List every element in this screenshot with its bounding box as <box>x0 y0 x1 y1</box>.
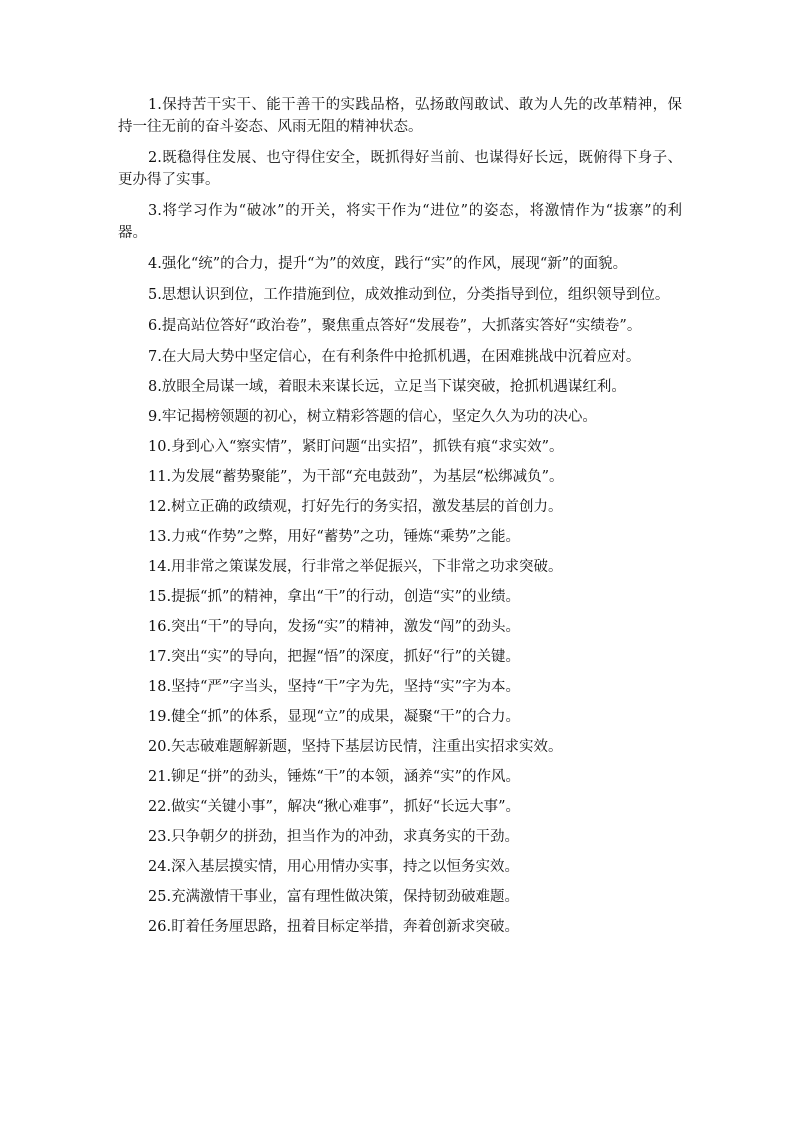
item-text: 做实“关键小事”，解决“揪心难事”，抓好“长远大事”。 <box>171 799 521 815</box>
item-number: 21. <box>148 769 172 785</box>
list-item <box>118 315 682 337</box>
list-item <box>118 406 682 428</box>
item-number: 14. <box>148 559 172 575</box>
item-text: 身到心入“察实情”，紧盯问题“出实招”，抓铁有痕“求实效”。 <box>171 439 564 455</box>
list-item <box>118 147 682 191</box>
list-item <box>118 736 682 758</box>
item-number: 17. <box>148 649 172 665</box>
item-number: 15. <box>148 589 172 605</box>
item-text: 牢记揭榜领题的初心，树立精彩答题的信心，坚定久久为功的决心。 <box>161 409 597 425</box>
item-text: 深入基层摸实情，用心用情办实事，持之以恒务实效。 <box>171 859 520 875</box>
item-number: 22. <box>148 799 172 815</box>
item-number: 20. <box>148 739 172 755</box>
item-text: 提振“抓”的精神，拿出“干”的行动，创造“实”的业绩。 <box>171 589 521 605</box>
item-number: 8. <box>148 379 162 395</box>
item-text: 矢志破难题解新题，坚持下基层访民情，注重出实招求实效。 <box>171 739 563 755</box>
item-number: 3. <box>148 203 162 219</box>
list-item <box>118 200 682 244</box>
item-number: 16. <box>148 619 172 635</box>
list-item <box>118 346 682 368</box>
item-number: 9. <box>148 409 162 425</box>
item-number: 26. <box>148 919 172 935</box>
item-text: 为发展“蓄势聚能”，为干部“充电鼓劲”，为基层“松绑减负”。 <box>171 469 564 485</box>
item-number: 1. <box>148 97 162 113</box>
list-item <box>118 796 682 818</box>
item-text: 健全“抓”的体系，显现“立”的成果，凝聚“干”的合力。 <box>171 709 521 725</box>
list-item <box>118 284 682 306</box>
list-item <box>118 706 682 728</box>
list-item <box>118 496 682 518</box>
list-item <box>118 826 682 848</box>
item-text: 突出“干”的导向，发扬“实”的精神，激发“闯”的劲头。 <box>171 619 521 635</box>
list-item <box>118 253 682 275</box>
list-item <box>118 676 682 698</box>
item-number: 25. <box>148 889 172 905</box>
list-item <box>118 436 682 458</box>
item-number: 24. <box>148 859 172 875</box>
document-body <box>118 94 682 946</box>
item-number: 6. <box>148 318 162 334</box>
item-text: 坚持“严”字当头，坚持“干”字为先，坚持“实”字为本。 <box>171 679 521 695</box>
item-number: 18. <box>148 679 172 695</box>
item-text: 思想认识到位，工作措施到位，成效推动到位，分类指导到位，组织领导到位。 <box>161 287 670 303</box>
list-item <box>118 526 682 548</box>
item-text: 用非常之策谋发展，行非常之举促振兴，下非常之功求突破。 <box>171 559 563 575</box>
item-text: 充满激情干事业，富有理性做决策，保持韧劲破难题。 <box>171 889 520 905</box>
item-number: 10. <box>148 439 172 455</box>
item-number: 12. <box>148 499 172 515</box>
list-item <box>118 646 682 668</box>
list-item <box>118 94 682 138</box>
item-text: 突出“实”的导向，把握“悟”的深度，抓好“行”的关键。 <box>171 649 521 665</box>
list-item <box>118 856 682 878</box>
item-text: 保持苦干实干、能干善干的实践品格，弘扬敢闯敢试、敢为人先的改革精神，保持一往无前的奋斗姿态、风雨无阻的精神状态。 <box>118 97 682 135</box>
list-item <box>118 916 682 938</box>
item-text: 力戒“作势”之弊，用好“蓄势”之功，锤炼“乘势”之能。 <box>171 529 521 545</box>
item-number: 13. <box>148 529 172 545</box>
list-item <box>118 376 682 398</box>
item-text: 铆足“拼”的劲头，锤炼“干”的本领，涵养“实”的作风。 <box>171 769 521 785</box>
list-item <box>118 466 682 488</box>
list-item <box>118 586 682 608</box>
list-item <box>118 766 682 788</box>
item-number: 5. <box>148 287 162 303</box>
item-text: 强化“统”的合力，提升“为”的效度，践行“实”的作风，展现“新”的面貌。 <box>161 256 628 272</box>
item-text: 在大局大势中坚定信心，在有利条件中抢抓机遇，在困难挑战中沉着应对。 <box>161 349 641 365</box>
item-number: 19. <box>148 709 172 725</box>
item-text: 树立正确的政绩观，打好先行的务实招，激发基层的首创力。 <box>171 499 563 515</box>
item-number: 23. <box>148 829 172 845</box>
item-text: 盯着任务厘思路，扭着目标定举措，奔着创新求突破。 <box>171 919 520 935</box>
item-text: 将学习作为“破冰”的开关，将实干作为“进位”的姿态，将激情作为“拔寨”的利器。 <box>118 203 682 241</box>
item-text: 既稳得住发展、也守得住安全，既抓得好当前、也谋得好长远，既俯得下身子、更办得了实事。 <box>118 150 682 188</box>
item-number: 7. <box>148 349 162 365</box>
item-number: 11. <box>148 469 172 485</box>
item-text: 只争朝夕的拼劲，担当作为的冲劲，求真务实的干劲。 <box>171 829 520 845</box>
item-text: 提高站位答好“政治卷”，聚焦重点答好“发展卷”，大抓落实答好“实绩卷”。 <box>161 318 642 334</box>
item-number: 4. <box>148 256 162 272</box>
list-item <box>118 886 682 908</box>
item-number: 2. <box>148 150 162 166</box>
item-text: 放眼全局谋一域，着眼未来谋长远，立足当下谋突破，抢抓机遇谋红利。 <box>161 379 626 395</box>
list-item <box>118 616 682 638</box>
list-item <box>118 556 682 578</box>
